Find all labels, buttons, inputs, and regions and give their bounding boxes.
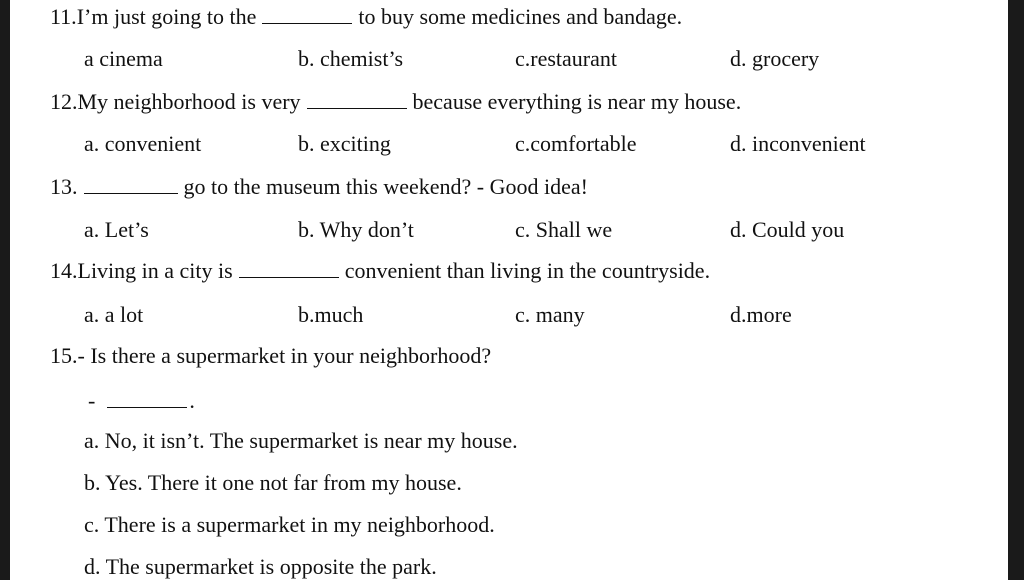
question-text-after: because everything is near my house. <box>412 89 742 114</box>
option-13-c: c. Shall we <box>515 217 613 242</box>
option-15-c: c. There is a supermarket in my neighborhood. <box>84 512 495 537</box>
option-14-d: d.more <box>730 302 792 327</box>
question-15-answer-line <box>88 388 195 414</box>
question-number: 11. <box>50 4 77 29</box>
question-number: 15. <box>50 343 78 368</box>
option-11-b: b. chemist’s <box>298 46 404 71</box>
option-13-d: d. Could you <box>730 217 845 242</box>
option-12-a: a. convenient <box>84 131 202 156</box>
option-12-d: d. inconvenient <box>730 131 866 156</box>
option-14-a: a. a lot <box>84 302 144 327</box>
question-text-before: My neighborhood is very <box>77 89 301 114</box>
option-15-b: b. Yes. There it one not far from my house. <box>84 470 462 495</box>
question-number: 12. <box>50 89 78 114</box>
option-14-c: c. many <box>515 302 585 327</box>
option-15-a: a. No, it isn’t. The supermarket is near my house. <box>84 428 518 453</box>
answer-blank <box>107 389 187 408</box>
option-15-d: d. The supermarket is opposite the park. <box>84 554 437 579</box>
question-11 <box>50 4 682 30</box>
option-13-b: b. Why don’t <box>298 217 414 242</box>
worksheet <box>10 0 1008 580</box>
question-number: 14. <box>50 258 78 283</box>
answer-blank <box>84 175 178 194</box>
answer-blank <box>239 259 339 278</box>
option-12-b: b. exciting <box>298 131 391 156</box>
answer-prefix: - <box>88 388 96 413</box>
question-text-after: convenient than living in the countryside. <box>344 258 711 283</box>
answer-suffix: . <box>189 388 195 413</box>
option-13-a: a. Let’s <box>84 217 149 242</box>
photo-edge-right <box>1008 0 1024 580</box>
question-text-before: Living in a city is <box>77 258 233 283</box>
answer-blank <box>307 90 407 109</box>
question-14 <box>50 258 710 284</box>
option-11-d: d. grocery <box>730 46 820 71</box>
option-11-c: c.restaurant <box>515 46 617 71</box>
question-12 <box>50 89 741 115</box>
question-15 <box>50 343 491 369</box>
question-text-after: go to the museum this weekend? - Good idea! <box>183 174 588 199</box>
answer-blank <box>262 5 352 24</box>
question-text-before: I’m just going to the <box>76 4 257 29</box>
option-11-a: a cinema <box>84 46 163 71</box>
option-12-c: c.comfortable <box>515 131 637 156</box>
question-13 <box>50 174 588 200</box>
question-number: 13. <box>50 174 78 199</box>
question-text-before: - Is there a supermarket in your neighborhood? <box>77 343 492 368</box>
question-text-after: to buy some medicines and bandage. <box>358 4 683 29</box>
photo-edge-left <box>0 0 10 580</box>
option-14-b: b.much <box>298 302 364 327</box>
